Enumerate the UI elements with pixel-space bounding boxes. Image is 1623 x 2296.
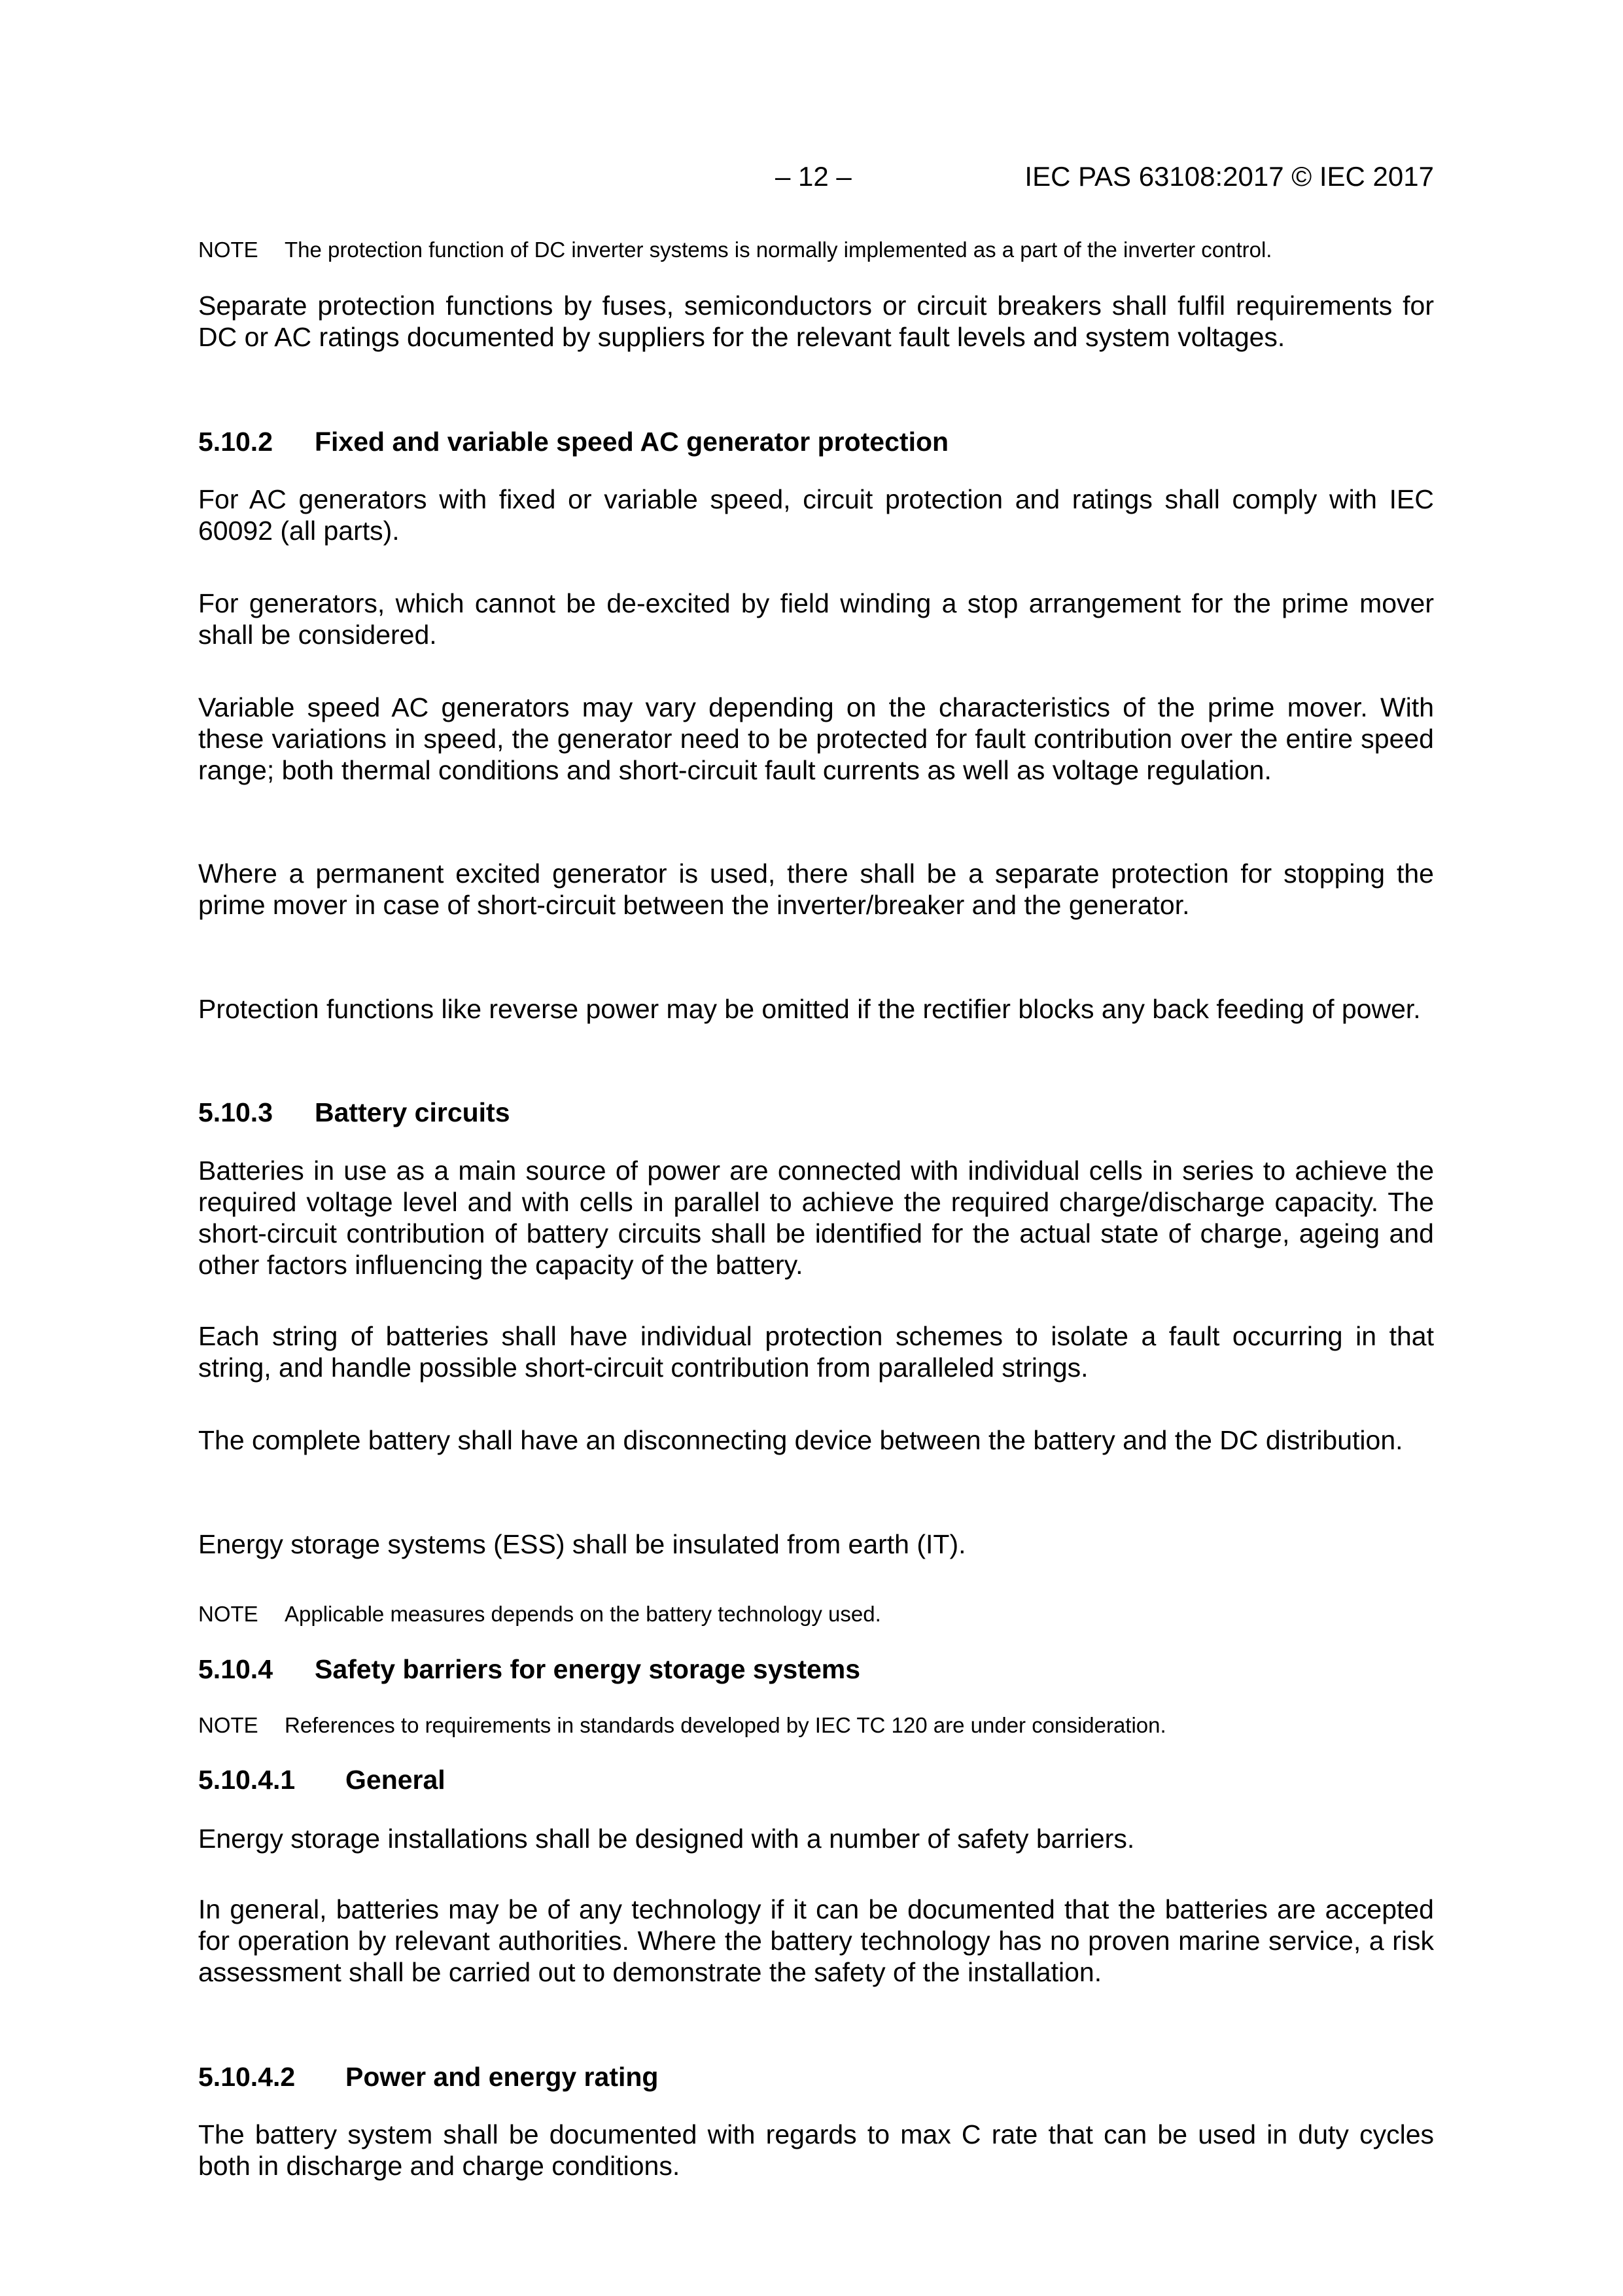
paragraph: Batteries in use as a main source of power are connected with individual cells in series to achieve the required voltage level and with cells in parallel to achieve the required charge/discharge capacity. The short-circuit contribution of battery circuits shall be identified for the actual state of charge, ageing and other factors influencing the capacity of the battery. xyxy=(198,1156,1434,1280)
section-heading-5-10-4-1 xyxy=(198,1764,1434,1795)
paragraph: The complete battery shall have an disconnecting device between the battery and the DC distribution. xyxy=(198,1425,1403,1455)
note-label: NOTE xyxy=(198,1602,258,1626)
paragraph: Energy storage systems (ESS) shall be insulated from earth (IT). xyxy=(198,1529,966,1559)
section-number: 5.10.3 xyxy=(198,1097,273,1127)
paragraph: Protection functions like reverse power may be omitted if the rectifier blocks any back feeding of power. xyxy=(198,994,1421,1024)
paragraph: Energy storage installations shall be designed with a number of safety barriers. xyxy=(198,1824,1135,1854)
note-text: References to requirements in standards developed by IEC TC 120 are under consideration. xyxy=(285,1713,1166,1737)
section-number: 5.10.4.1 xyxy=(198,1765,296,1795)
paragraph-c-rate xyxy=(198,2119,1434,2181)
section-heading-5-10-3 xyxy=(198,1097,1434,1128)
note-iec-tc120 xyxy=(198,1712,1434,1739)
section-number: 5.10.2 xyxy=(198,427,273,457)
paragraph: The battery system shall be documented with regards to max C rate that can be used in duty cycles both in discharge and charge conditions. xyxy=(198,2119,1434,2181)
paragraph-variable-speed xyxy=(198,692,1434,786)
paragraph-ess-insulated xyxy=(198,1528,1434,1560)
section-title: General xyxy=(345,1765,445,1795)
note-inverter-protection xyxy=(198,237,1434,263)
section-number: 5.10.4 xyxy=(198,1654,273,1684)
note-text: The protection function of DC inverter systems is normally implemented as a part of the inverter control. xyxy=(285,238,1272,262)
section-number: 5.10.4.2 xyxy=(198,2062,296,2092)
page-number: – 12 – xyxy=(775,161,852,192)
paragraph: Variable speed AC generators may vary depending on the characteristics of the prime mover. With these variations in speed, the generator need to be protected for fault contribution over the entire speed range; both thermal conditions and short-circuit fault currents as well as voltage regulation. xyxy=(198,692,1434,785)
paragraph: Where a permanent excited generator is used, there shall be a separate protection for stopping the prime mover in case of short-circuit between the inverter/breaker and the generator. xyxy=(198,858,1434,920)
paragraph: For AC generators with fixed or variable speed, circuit protection and ratings shall comply with IEC 60092 (all parts). xyxy=(198,484,1434,546)
document-id: IEC PAS 63108:2017 © IEC 2017 xyxy=(1024,161,1434,192)
section-title: Fixed and variable speed AC generator protection xyxy=(315,427,949,457)
note-label: NOTE xyxy=(198,238,258,262)
page-header xyxy=(198,157,1434,196)
section-title: Safety barriers for energy storage systems xyxy=(315,1654,861,1684)
paragraph: Each string of batteries shall have individual protection schemes to isolate a fault occurring in that string, and handle possible short-circuit contribution from paralleled strings. xyxy=(198,1321,1434,1383)
paragraph-reverse-power xyxy=(198,993,1434,1025)
paragraph-disconnecting-device xyxy=(198,1424,1434,1456)
section-title: Power and energy rating xyxy=(345,2062,659,2092)
paragraph-battery-technology xyxy=(198,1894,1434,1988)
note-label: NOTE xyxy=(198,1713,258,1737)
note-battery-technology xyxy=(198,1601,1434,1627)
paragraph-permanent-excited xyxy=(198,858,1434,921)
paragraph-separate-protection xyxy=(198,290,1434,353)
paragraph: In general, batteries may be of any technology if it can be documented that the batteries are accepted for operation by relevant authorities. Where the battery technology has no proven marine service, a risk assessment shall be carried out to demonstrate the safety of the installation. xyxy=(198,1894,1434,1987)
paragraph-batteries-main-source xyxy=(198,1155,1434,1280)
note-text: Applicable measures depends on the battery technology used. xyxy=(285,1602,881,1626)
paragraph: Separate protection functions by fuses, semiconductors or circuit breakers shall fulfil requirements for DC or AC ratings documented by suppliers for the relevant fault levels and system voltages. xyxy=(198,291,1434,352)
paragraph-safety-barriers xyxy=(198,1823,1434,1854)
section-heading-5-10-2 xyxy=(198,426,1434,457)
section-heading-5-10-4 xyxy=(198,1653,1434,1685)
section-heading-5-10-4-2 xyxy=(198,2061,1434,2093)
section-title: Battery circuits xyxy=(315,1097,510,1127)
paragraph-battery-strings xyxy=(198,1320,1434,1383)
paragraph-de-excited xyxy=(198,588,1434,650)
paragraph-ac-generators xyxy=(198,484,1434,546)
paragraph: For generators, which cannot be de-excited by field winding a stop arrangement for the prime mover shall be considered. xyxy=(198,588,1434,650)
